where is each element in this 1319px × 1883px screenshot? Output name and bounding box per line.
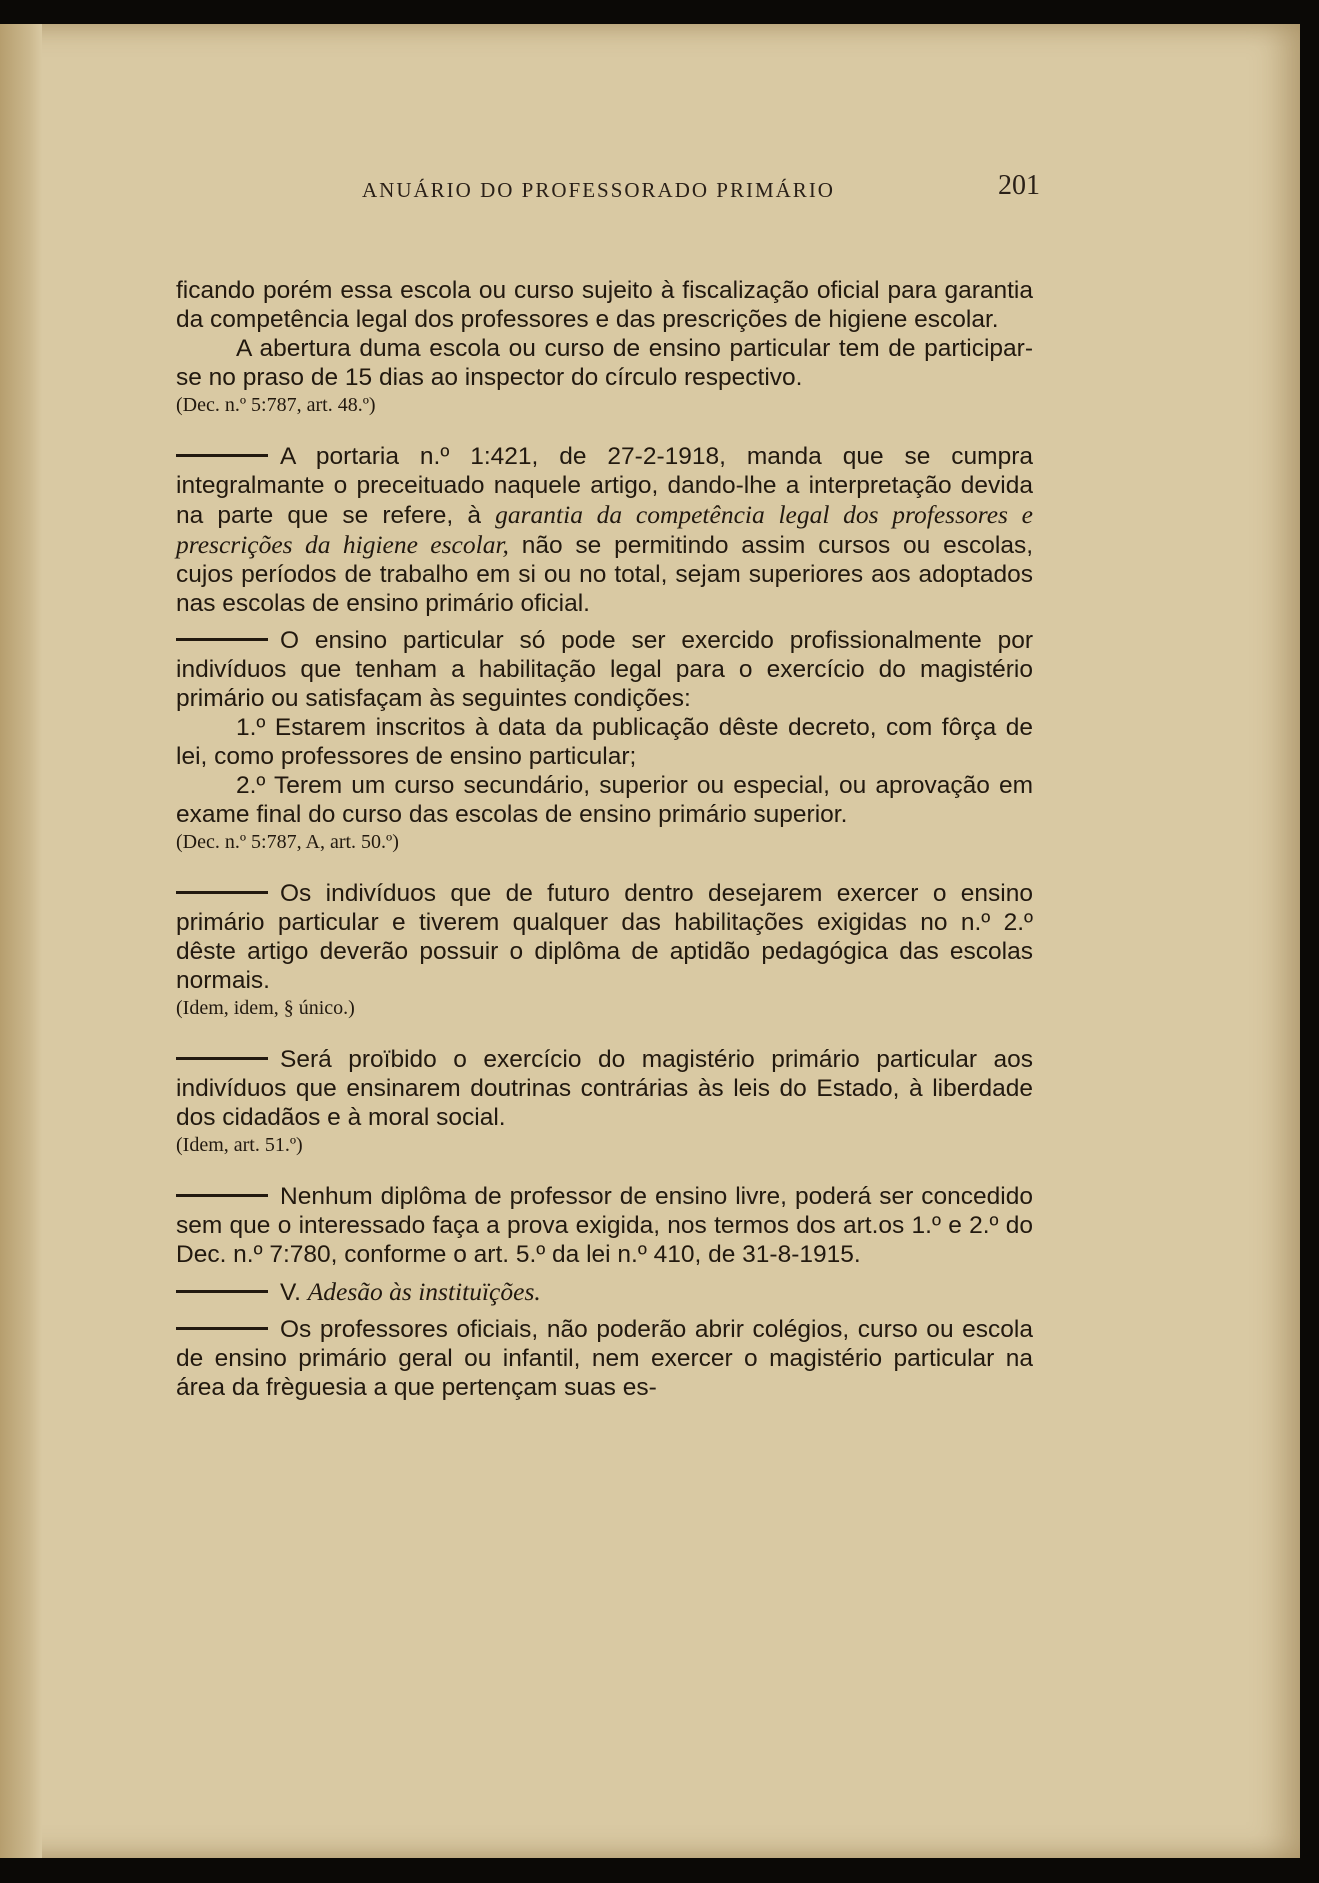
paragraph: A abertura duma escola ou curso de ensino particular tem de participar-se no praso de 15 dias ao inspector do círculo respectivo. bbox=[176, 335, 1033, 391]
citation: (Idem, art. 51.º) bbox=[176, 1134, 303, 1156]
paragraph: Nenhum diplôma de professor de ensino livre, poderá ser concedido sem que o interessado faça a prova exigida, nos termos dos art.os 1.º e 2.º do Dec. n.º 7:780, conforme o art. 5.º da lei n.º 410, de 31-8-1915. bbox=[176, 1183, 1033, 1268]
dash-rule bbox=[176, 454, 268, 457]
page-spine-shadow bbox=[0, 24, 42, 1858]
page-header bbox=[180, 170, 1040, 210]
paragraph: A portaria n.º 1:421, de 27-2-1918, manda que se cumpra integralmante o preceituado naquele artigo, dando-lhe a interpretação devida na parte que se refere, à garantia da competência legal dos professores e prescrições da higiene escolar, não se permitindo assim cursos ou escolas, cujos períodos de trabalho em si ou no total, sejam superiores aos adoptados nas escolas de ensino primário oficial. bbox=[176, 443, 1034, 617]
list-item: 2.º Terem um curso secundário, superior ou especial, ou aprovação em exame final do curso das escolas de ensino primário superior. bbox=[176, 772, 1033, 828]
dash-rule bbox=[176, 1194, 268, 1197]
italic-text: garantia da competência legal dos professores e prescrições da higiene escolar, bbox=[176, 500, 1033, 559]
dash-rule bbox=[176, 1290, 268, 1293]
book-page bbox=[0, 24, 1300, 1858]
paragraph: O ensino particular só pode ser exercido profissionalmente por indivíduos que tenham a habilitação legal para o exercício do magistério primário ou satisfaçam às seguintes condições: bbox=[176, 627, 1033, 712]
page-body bbox=[176, 276, 1033, 1402]
dash-rule bbox=[176, 1057, 268, 1060]
dash-rule bbox=[176, 1327, 268, 1330]
dash-rule bbox=[176, 891, 268, 894]
page-number: 201 bbox=[998, 170, 1040, 201]
paragraph: Os professores oficiais, não poderão abrir colégios, curso ou escola de ensino primário geral ou infantil, nem exercer o magistério particular na área da frèguesia a que pertençam suas es- bbox=[176, 1316, 1033, 1401]
list-item: 1.º Estarem inscritos à data da publicação dêste decreto, com fôrça de lei, como professores de ensino particular; bbox=[176, 714, 1033, 770]
paragraph: Será proïbido o exercício do magistério primário particular aos indivíduos que ensinarem doutrinas contrárias às leis do Estado, à liberdade dos cidadãos e à moral social. bbox=[176, 1046, 1033, 1131]
paragraph: ficando porém essa escola ou curso sujeito à fiscalização oficial para garantia da competência legal dos professores e das prescrições de higiene escolar. bbox=[176, 277, 1033, 333]
citation: (Dec. n.º 5:787, art. 48.º) bbox=[176, 394, 376, 416]
citation: (Dec. n.º 5:787, A, art. 50.º) bbox=[176, 831, 399, 853]
italic-heading: Adesão às instituïções. bbox=[307, 1277, 541, 1306]
section-heading: V. Adesão às instituïções. bbox=[176, 1277, 1033, 1307]
paragraph: Os indivíduos que de futuro dentro desejarem exercer o ensino primário particular e tiverem qualquer das habilitações exigidas no n.º 2.º dêste artigo deverão possuir o diplôma de aptidão pedagógica das escolas normais. bbox=[176, 880, 1033, 994]
dash-rule bbox=[176, 638, 268, 641]
citation: (Idem, idem, § único.) bbox=[176, 997, 355, 1019]
running-title: ANUÁRIO DO PROFESSORADO PRIMÁRIO bbox=[362, 178, 835, 202]
